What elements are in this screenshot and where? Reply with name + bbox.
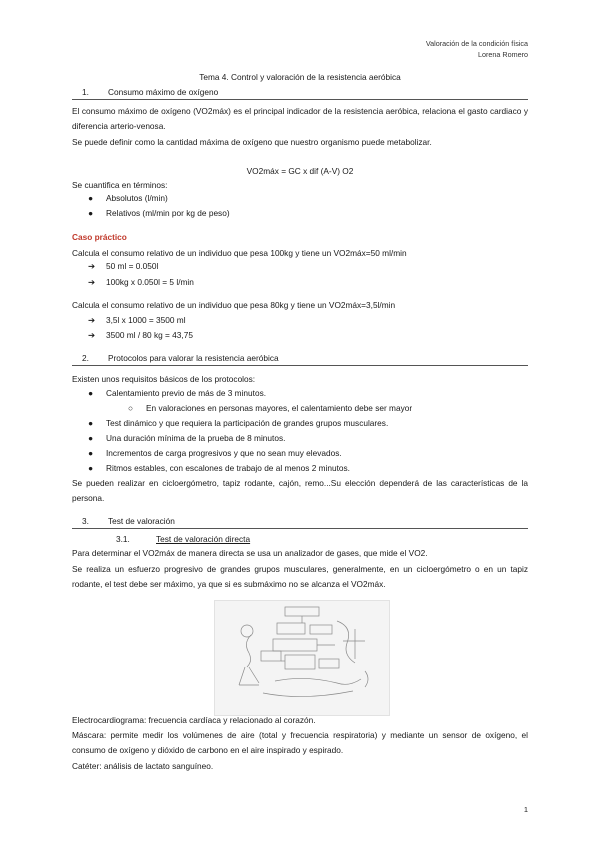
definition-term: Máscara [72,730,104,740]
case-2-step: ➔ 3500 ml / 80 kg = 43,75 [88,330,193,340]
running-header [426,38,528,60]
hand-drawn-test-sketch [214,600,390,716]
section-1-heading [72,87,528,100]
section-2-heading [72,353,528,366]
section-title: Test de valoración [108,516,175,526]
case-1-step: ➔ 50 ml = 0.050l [88,261,159,271]
bullet-item: ● Absolutos (l/min) [88,193,168,203]
section-3-heading [72,516,528,529]
case-2-step: ➔ 3,5l x 1000 = 3500 ml [88,315,186,325]
definition-electrocardiogram [72,713,528,728]
requirement-item: ● Test dinámico y que requiera la participación de grandes grupos musculares. [88,418,389,428]
paragraph-vo2-metabolize: Se puede definir como la cantidad máxima de oxígeno que nuestro organismo puede metabolizar. [72,137,432,147]
definition-text: : frecuencia cardíaca y relacionado al corazón. [143,715,316,725]
bullet-item: ● Relativos (ml/min por kg de peso) [88,208,230,218]
paragraph-progressive-effort: Se realiza un esfuerzo progresivo de grandes grupos musculares, generalmente, en un cicloergómetro o en un tapiz rodante, el test debe ser máximo, ya que si es submáximo no se alcanza el VO2máx. [72,564,528,590]
case-study-heading: Caso práctico [72,232,127,242]
requirement-item: ● Ritmos estables, con escalones de trabajo de al menos 2 minutos. [88,463,350,473]
page-number: 1 [523,805,528,814]
quantify-intro: Se cuantifica en términos: [72,180,168,190]
section-title: Consumo máximo de oxígeno [108,87,219,97]
requirement-item: ● Incrementos de carga progresivos y que no sean muy elevados. [88,448,342,458]
requirement-item: ● Calentamiento previo de más de 3 minutos. [88,388,267,398]
case-1-step: ➔ 100kg x 0.050l = 5 l/min [88,277,194,287]
section-title: Protocolos para valorar la resistencia aeróbica [108,353,279,363]
section-number: 2. [82,353,89,363]
definition-term: Electrocardiograma [72,715,144,725]
paragraph-gas-analyzer: Para determinar el VO2máx de manera directa se usa un analizador de gases, que mide el VO2. [72,548,428,558]
vo2-formula: VO2máx = GC x dif (A-V) O2 [246,166,354,176]
header-course: Valoración de la condición física [425,39,528,48]
subsection-title: Test de valoración directa [156,534,251,544]
definition-catheter [72,759,528,774]
requirement-subitem: ○ En valoraciones en personas mayores, el calentamiento debe ser mayor [128,403,413,413]
requirements-intro: Existen unos requisitos básicos de los protocolos: [72,374,256,384]
case-1-question: Calcula el consumo relativo de un individuo que pesa 100kg y tiene un VO2máx=50 ml/min [72,248,407,258]
subsection-3-1-heading [116,534,250,544]
definition-term: Catéter [72,761,100,771]
paragraph-equipment: Se pueden realizar en cicloergómetro, tapiz rodante, cajón, remo...Su elección dependerá de las características de la persona. [72,478,528,504]
definition-text: : análisis de lactato sanguíneo. [99,761,214,771]
paragraph-vo2-definition: El consumo máximo de oxígeno (VO2máx) es el principal indicador de la resistencia aeróbica, relaciona el gasto cardiaco y diferencia arterio-venosa. [72,106,528,132]
definition-mask [72,728,528,758]
header-author: Lorena Romero [478,50,528,59]
definition-text: : permite medir los volúmenes de aire (total y frecuencia respiratoria) y mediante un sensor de oxígeno, el consumo de oxígeno y dióxido de carbono en el aire inspirado y espirado. [72,730,528,756]
section-number: 1. [82,87,89,97]
section-number: 3. [82,516,89,526]
requirement-item: ● Una duración mínima de la prueba de 8 minutos. [88,433,286,443]
case-2-question: Calcula el consumo relativo de un individuo que pesa 80kg y tiene un VO2máx=3,5l/min [72,300,396,310]
sketch-drawing [215,601,389,715]
document-title: Tema 4. Control y valoración de la resistencia aeróbica [199,72,401,82]
subsection-number: 3.1. [116,534,130,544]
